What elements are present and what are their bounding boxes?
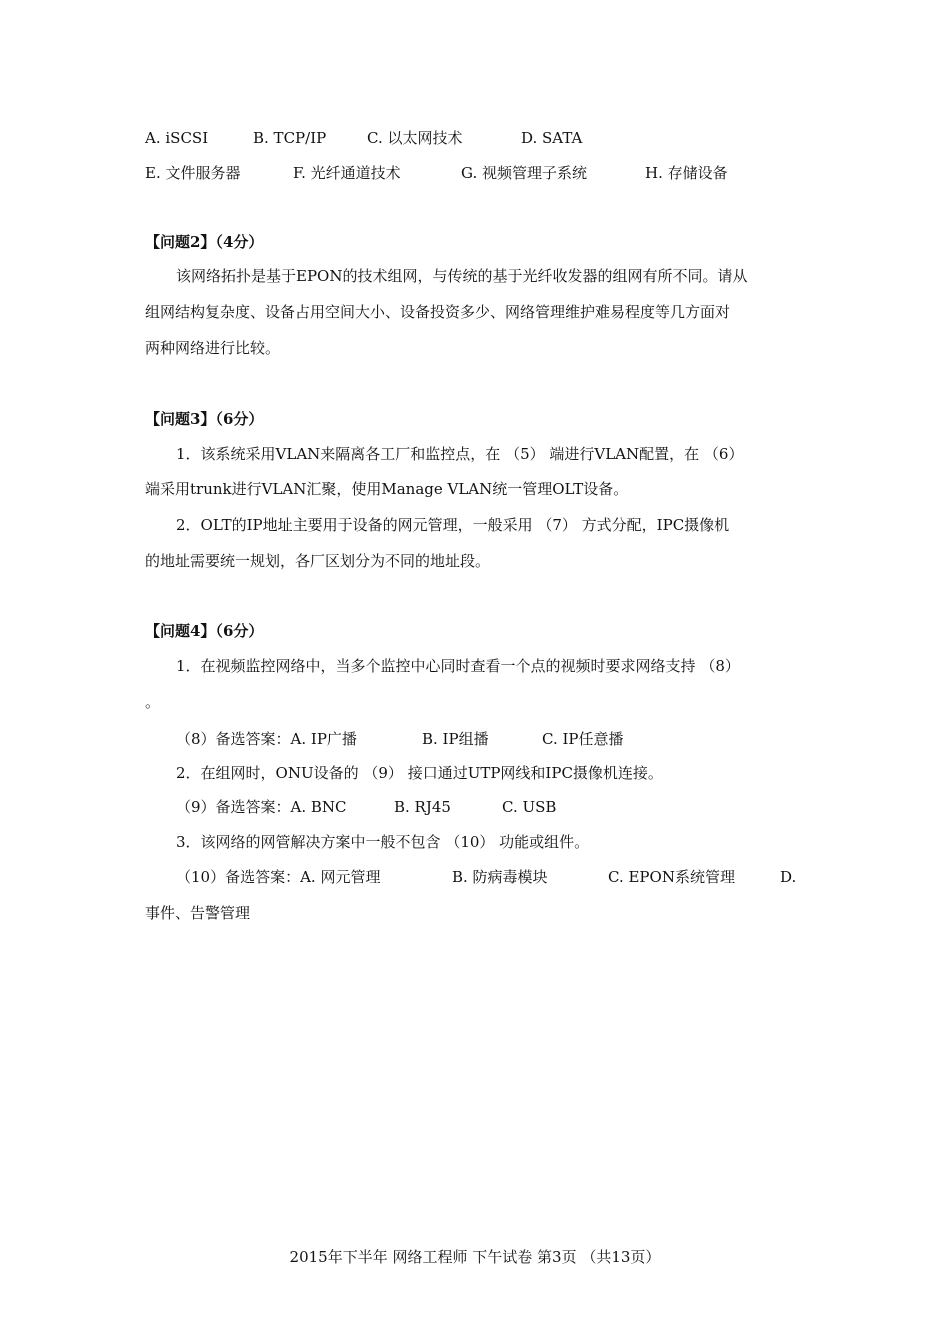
- q4-item2: 2．在组网时，ONU设备的 （9） 接口通过UTP网线和IPC摄像机连接。: [176, 764, 663, 782]
- page-footer: 2015年下半年 网络工程师 下午试卷 第3页 （共13页）: [289, 1248, 661, 1266]
- q3-heading: 【问题3】（6分）: [145, 410, 264, 428]
- q4-item2-choice-a: （9）备选答案：A. BNC: [176, 798, 347, 816]
- q4-item2-choices: [176, 797, 776, 817]
- q4-item3-choice-a: （10）备选答案：A. 网元管理: [176, 868, 381, 886]
- q4-item3-choice-b: B. 防病毒模块: [452, 868, 548, 886]
- q4-item3-choice-c: C. EPON系统管理: [608, 868, 735, 886]
- q3-text-line-4: 的地址需要统一规划，各厂区划分为不同的地址段。: [145, 552, 491, 570]
- q4-item1-choice-a: （8）备选答案：A. IP广播: [176, 730, 357, 748]
- q4-item2-choice-c: C. USB: [502, 798, 557, 816]
- q4-item3: 3．该网络的网管解决方案中一般不包含 （10） 功能或组件。: [176, 833, 590, 851]
- q4-item1-choice-b: B. IP组播: [422, 730, 489, 748]
- q4-item1-line-2: 。: [145, 693, 161, 711]
- q3-text-line-1: 1．该系统采用VLAN来隔离各工厂和监控点，在 （5） 端进行VLAN配置，在 （6）: [176, 445, 744, 463]
- q1-option-b: B. TCP/IP: [253, 129, 327, 147]
- q3-text-line-3: 2．OLT的IP地址主要用于设备的网元管理，一般采用 （7） 方式分配，IPC摄像机: [176, 516, 730, 534]
- q1-options-row-2: [145, 163, 845, 183]
- q2-heading: 【问题2】（4分）: [145, 233, 264, 251]
- q1-option-e: E. 文件服务器: [145, 164, 241, 182]
- q1-option-a: A. iSCSI: [145, 129, 209, 147]
- q4-item3-choice-d: D.: [780, 868, 797, 886]
- q1-option-h: H. 存储设备: [645, 164, 728, 182]
- q4-item1-line-1: 1．在视频监控网络中，当多个监控中心同时查看一个点的视频时要求网络支持 （8）: [176, 657, 740, 675]
- q1-options-row-1: [145, 128, 845, 148]
- q4-item1-choices: [176, 729, 776, 749]
- q1-option-c: C. 以太网技术: [367, 129, 463, 147]
- q2-text-line-3: 两种网络进行比较。: [145, 339, 281, 357]
- q4-item2-choice-b: B. RJ45: [394, 798, 451, 816]
- q1-option-g: G. 视频管理子系统: [461, 164, 587, 182]
- q4-item3-tail: 事件、告警管理: [145, 904, 251, 922]
- q4-heading: 【问题4】（6分）: [145, 622, 264, 640]
- q3-text-line-2: 端采用trunk进行VLAN汇聚，使用Manage VLAN统一管理OLT设备。: [145, 480, 629, 498]
- q4-item1-choice-c: C. IP任意播: [542, 730, 624, 748]
- q1-option-f: F. 光纤通道技术: [293, 164, 401, 182]
- q4-item3-choices: [176, 867, 806, 887]
- q2-text-line-1: 该网络拓扑是基于EPON的技术组网，与传统的基于光纤收发器的组网有所不同。请从: [176, 267, 748, 285]
- q1-option-d: D. SATA: [521, 129, 583, 147]
- q2-text-line-2: 组网结构复杂度、设备占用空间大小、设备投资多少、网络管理维护难易程度等几方面对: [145, 303, 731, 321]
